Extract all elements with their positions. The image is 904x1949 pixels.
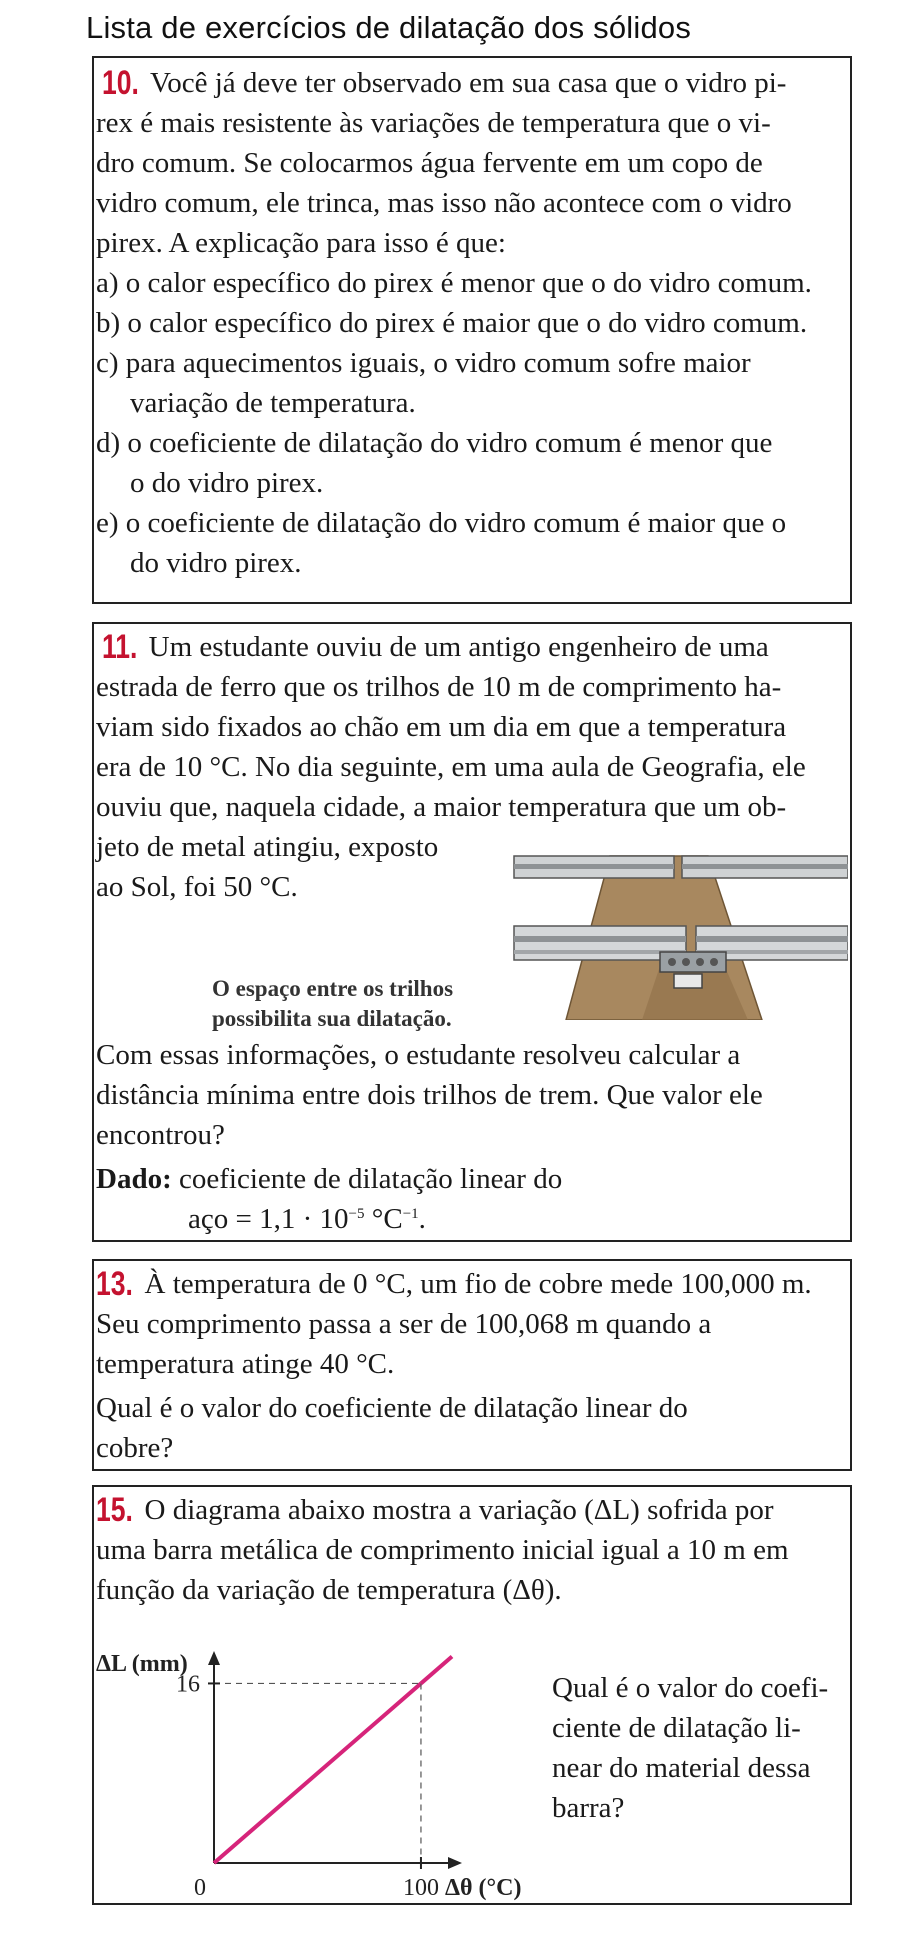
question-15-number: 15.: [96, 1491, 133, 1529]
question-13-line-5: cobre?: [96, 1432, 174, 1464]
rail-illustration: [512, 842, 848, 1020]
question-10-box: [92, 56, 852, 604]
given-formula: aço = $1,1 \cdot 10^{-5}$ $^\circ C^{-1}$.: [188, 1203, 426, 1235]
option-d-continued: o do vidro pirex.: [130, 467, 324, 499]
question-11-line-4: era de 10 °C. No dia seguinte, em uma aula de Geografia, ele: [96, 751, 806, 783]
question-13-line-4: Qual é o valor do coeficiente de dilatação linear do: [96, 1392, 688, 1424]
question-11-line-1: 11. Um estudante ouviu de um antigo engenheiro de uma: [102, 628, 769, 666]
option-a: a) o calor específico do pirex é menor que o do vidro comum.: [96, 267, 812, 299]
x-axis-label: Δθ (°C): [444, 1875, 522, 1901]
x-tick-label-0: 0: [194, 1875, 206, 1901]
y-axis-arrow: [208, 1651, 220, 1665]
question-10-number: 10.: [102, 64, 139, 102]
question-15-side-line-2: ciente de dilatação li-: [552, 1712, 801, 1744]
question-15-line-3: função da variação de temperatura (Δθ).: [96, 1574, 562, 1606]
question-10-line-1: 10. Você já deve ter observado em sua casa que o vidro pi-: [102, 64, 787, 102]
option-b: b) o calor específico do pirex é maior que o do vidro comum.: [96, 307, 808, 339]
question-11-line-9: distância mínima entre dois trilhos de trem. Que valor ele: [96, 1079, 763, 1111]
question-13-number: 13.: [96, 1265, 133, 1303]
question-11-line-10: encontrou?: [96, 1119, 225, 1151]
given-data-line: Dado: coeficiente de dilatação linear do: [96, 1163, 563, 1195]
question-11-line-6: jeto de metal atingiu, exposto: [96, 831, 439, 863]
delta-l-chart: [94, 1647, 534, 1903]
question-11-line-7: ao Sol, foi 50 °C.: [96, 871, 298, 903]
figure-caption-line-1: O espaço entre os trilhos: [212, 976, 454, 1001]
series-line-extension: [421, 1657, 452, 1684]
question-11-line-3: viam sido fixados ao chão em um dia em que a temperatura: [96, 711, 787, 743]
question-15-line-1: 15. O diagrama abaixo mostra a variação (ΔL) sofrida por: [96, 1491, 774, 1529]
x-tick-label-100: 100: [402, 1875, 439, 1901]
question-15-line-2: uma barra metálica de comprimento inicial igual a 10 m em: [96, 1534, 789, 1566]
question-10-line-2: rex é mais resistente às variações de temperatura que o vi-: [96, 107, 771, 139]
page-title: Lista de exercícios de dilatação dos sólidos: [86, 10, 692, 45]
question-13-line-1: 13. À temperatura de 0 °C, um fio de cobre mede 100,000 m.: [96, 1265, 812, 1303]
question-11-line-5: ouviu que, naquela cidade, a maior temperatura que um ob-: [96, 791, 787, 823]
y-axis-label: ΔL (mm): [96, 1651, 188, 1677]
question-10-line-5: pirex. A explicação para isso é que:: [96, 227, 506, 259]
y-tick-label: 16: [176, 1671, 200, 1698]
given-label: Dado:: [96, 1163, 172, 1195]
question-15-box: [92, 1485, 852, 1905]
x-axis-arrow: [448, 1857, 462, 1869]
question-13-line-2: Seu comprimento passa a ser de 100,068 m quando a: [96, 1308, 712, 1340]
option-d: d) o coeficiente de dilatação do vidro comum é menor que: [96, 427, 773, 459]
question-10-line-3: dro comum. Se colocarmos água fervente em um copo de: [96, 147, 763, 179]
question-13-box: [92, 1259, 852, 1471]
option-e: e) o coeficiente de dilatação do vidro comum é maior que o: [96, 507, 787, 539]
option-c-continued: variação de temperatura.: [130, 387, 416, 419]
question-15-side-line-1: Qual é o valor do coefi-: [552, 1672, 829, 1704]
question-10-line-4: vidro comum, ele trinca, mas isso não acontece com o vidro: [96, 187, 792, 219]
question-15-side-line-3: near do material dessa: [552, 1752, 811, 1784]
question-11-line-2: estrada de ferro que os trilhos de 10 m de comprimento ha-: [96, 671, 782, 703]
question-11-number: 11.: [102, 628, 138, 666]
question-11-box: [92, 622, 852, 1242]
option-c: c) para aquecimentos iguais, o vidro comum sofre maior: [96, 347, 751, 379]
question-13-line-3: temperatura atinge 40 °C.: [96, 1348, 395, 1380]
option-e-continued: do vidro pirex.: [130, 547, 302, 579]
figure-caption-line-2: possibilita sua dilatação.: [212, 1006, 452, 1031]
question-11-line-8: Com essas informações, o estudante resolveu calcular a: [96, 1039, 741, 1071]
series-line-delta-l: [214, 1683, 421, 1863]
question-15-side-line-4: barra?: [552, 1792, 625, 1824]
